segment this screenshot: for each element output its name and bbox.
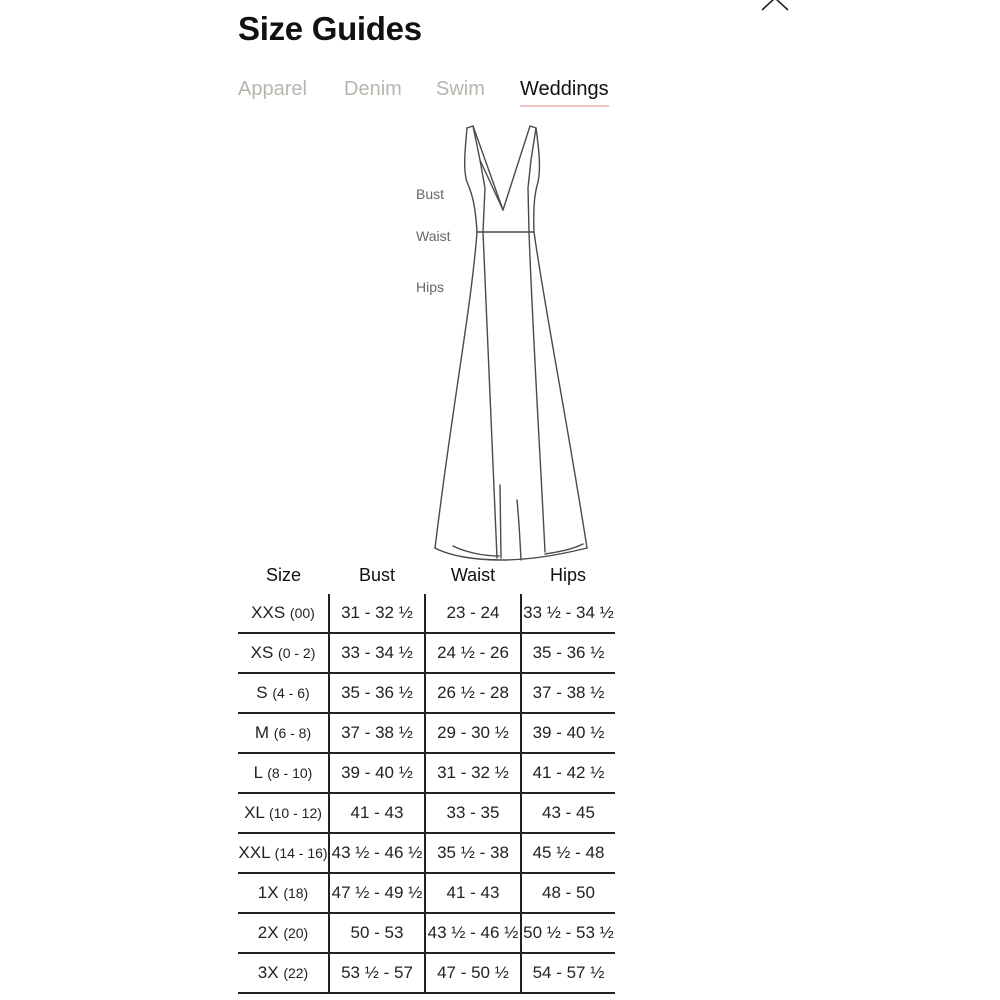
size-cell xyxy=(238,753,329,793)
bust-cell: 35 - 36 ½ xyxy=(329,673,425,713)
table-row xyxy=(238,833,615,873)
bust-cell: 47 ½ - 49 ½ xyxy=(329,873,425,913)
waist-cell: 43 ½ - 46 ½ xyxy=(425,913,521,953)
size-cell xyxy=(238,913,329,953)
bust-cell: 50 - 53 xyxy=(329,913,425,953)
size-cell xyxy=(238,793,329,833)
size-cell xyxy=(238,833,329,873)
header-row xyxy=(238,556,615,594)
size-letter: XXL xyxy=(238,843,270,862)
table-row xyxy=(238,633,615,673)
hips-cell: 37 - 38 ½ xyxy=(521,673,615,713)
size-numeric: (14 - 16) xyxy=(274,845,328,861)
bust-cell: 43 ½ - 46 ½ xyxy=(329,833,425,873)
table-row xyxy=(238,913,615,953)
table-row xyxy=(238,793,615,833)
hips-cell: 39 - 40 ½ xyxy=(521,713,615,753)
size-letter: 2X xyxy=(257,923,279,942)
page-title: Size Guides xyxy=(238,10,422,47)
hips-cell: 35 - 36 ½ xyxy=(521,633,615,673)
size-cell xyxy=(238,594,329,633)
close-icon xyxy=(758,0,792,14)
header-bust: Bust xyxy=(358,564,396,585)
tab-weddings[interactable]: Weddings xyxy=(520,78,609,107)
waist-cell: 26 ½ - 28 xyxy=(425,673,521,713)
waist-cell: 24 ½ - 26 xyxy=(425,633,521,673)
table-row xyxy=(238,953,615,993)
waist-cell: 33 - 35 xyxy=(425,793,521,833)
hips-cell: 54 - 57 ½ xyxy=(521,953,615,993)
size-numeric: (6 - 8) xyxy=(273,725,312,741)
size-letter: M xyxy=(254,723,270,742)
bust-cell: 53 ½ - 57 xyxy=(329,953,425,993)
bust-cell: 31 - 32 ½ xyxy=(329,594,425,633)
bust-cell: 41 - 43 xyxy=(329,793,425,833)
table-row xyxy=(238,594,615,633)
tab-denim[interactable]: Denim xyxy=(344,78,402,100)
waist-cell: 31 - 32 ½ xyxy=(425,753,521,793)
size-letter: XL xyxy=(244,803,265,822)
hips-label: Hips xyxy=(416,279,445,295)
bust-cell: 33 - 34 ½ xyxy=(329,633,425,673)
size-numeric: (22) xyxy=(283,965,309,981)
size-letter: 1X xyxy=(257,883,279,902)
header-hips: Hips xyxy=(549,564,586,585)
size-letter: L xyxy=(253,763,263,782)
size-letter: XXS xyxy=(251,603,286,622)
size-numeric: (0 - 2) xyxy=(278,645,316,661)
hips-cell: 45 ½ - 48 xyxy=(521,833,615,873)
header-size: Size xyxy=(265,564,301,585)
size-numeric: (18) xyxy=(283,885,309,901)
size-numeric: (00) xyxy=(289,605,315,621)
hips-cell: 43 - 45 xyxy=(521,793,615,833)
size-cell xyxy=(238,673,329,713)
header-waist: Waist xyxy=(450,564,496,585)
table-row xyxy=(238,673,615,713)
size-cell xyxy=(238,713,329,753)
size-letter: 3X xyxy=(257,963,279,982)
waist-cell: 23 - 24 xyxy=(425,594,521,633)
size-numeric: (20) xyxy=(283,925,309,941)
size-cell xyxy=(238,633,329,673)
size-table xyxy=(238,556,615,994)
size-cell xyxy=(238,953,329,993)
table-row xyxy=(238,873,615,913)
bust-cell: 37 - 38 ½ xyxy=(329,713,425,753)
waist-cell: 35 ½ - 38 xyxy=(425,833,521,873)
waist-cell: 41 - 43 xyxy=(425,873,521,913)
size-letter: S xyxy=(256,683,268,702)
waist-label: Waist xyxy=(416,228,451,244)
tab-apparel[interactable]: Apparel xyxy=(238,78,307,100)
size-numeric: (10 - 12) xyxy=(268,805,322,821)
bust-cell: 39 - 40 ½ xyxy=(329,753,425,793)
close-button[interactable] xyxy=(758,0,792,14)
size-table-header xyxy=(238,556,615,594)
size-cell xyxy=(238,873,329,913)
tab-swim[interactable]: Swim xyxy=(436,78,485,100)
table-row xyxy=(238,753,615,793)
hips-cell: 48 - 50 xyxy=(521,873,615,913)
size-numeric: (8 - 10) xyxy=(267,765,313,781)
hips-cell: 33 ½ - 34 ½ xyxy=(521,594,615,633)
size-letter: XS xyxy=(250,643,274,662)
hips-cell: 41 - 42 ½ xyxy=(521,753,615,793)
waist-cell: 47 - 50 ½ xyxy=(425,953,521,993)
bust-label: Bust xyxy=(416,186,445,202)
hips-cell: 50 ½ - 53 ½ xyxy=(521,913,615,953)
waist-cell: 29 - 30 ½ xyxy=(425,713,521,753)
table-row xyxy=(238,713,615,753)
size-table-body xyxy=(238,594,615,993)
size-numeric: (4 - 6) xyxy=(272,685,310,701)
